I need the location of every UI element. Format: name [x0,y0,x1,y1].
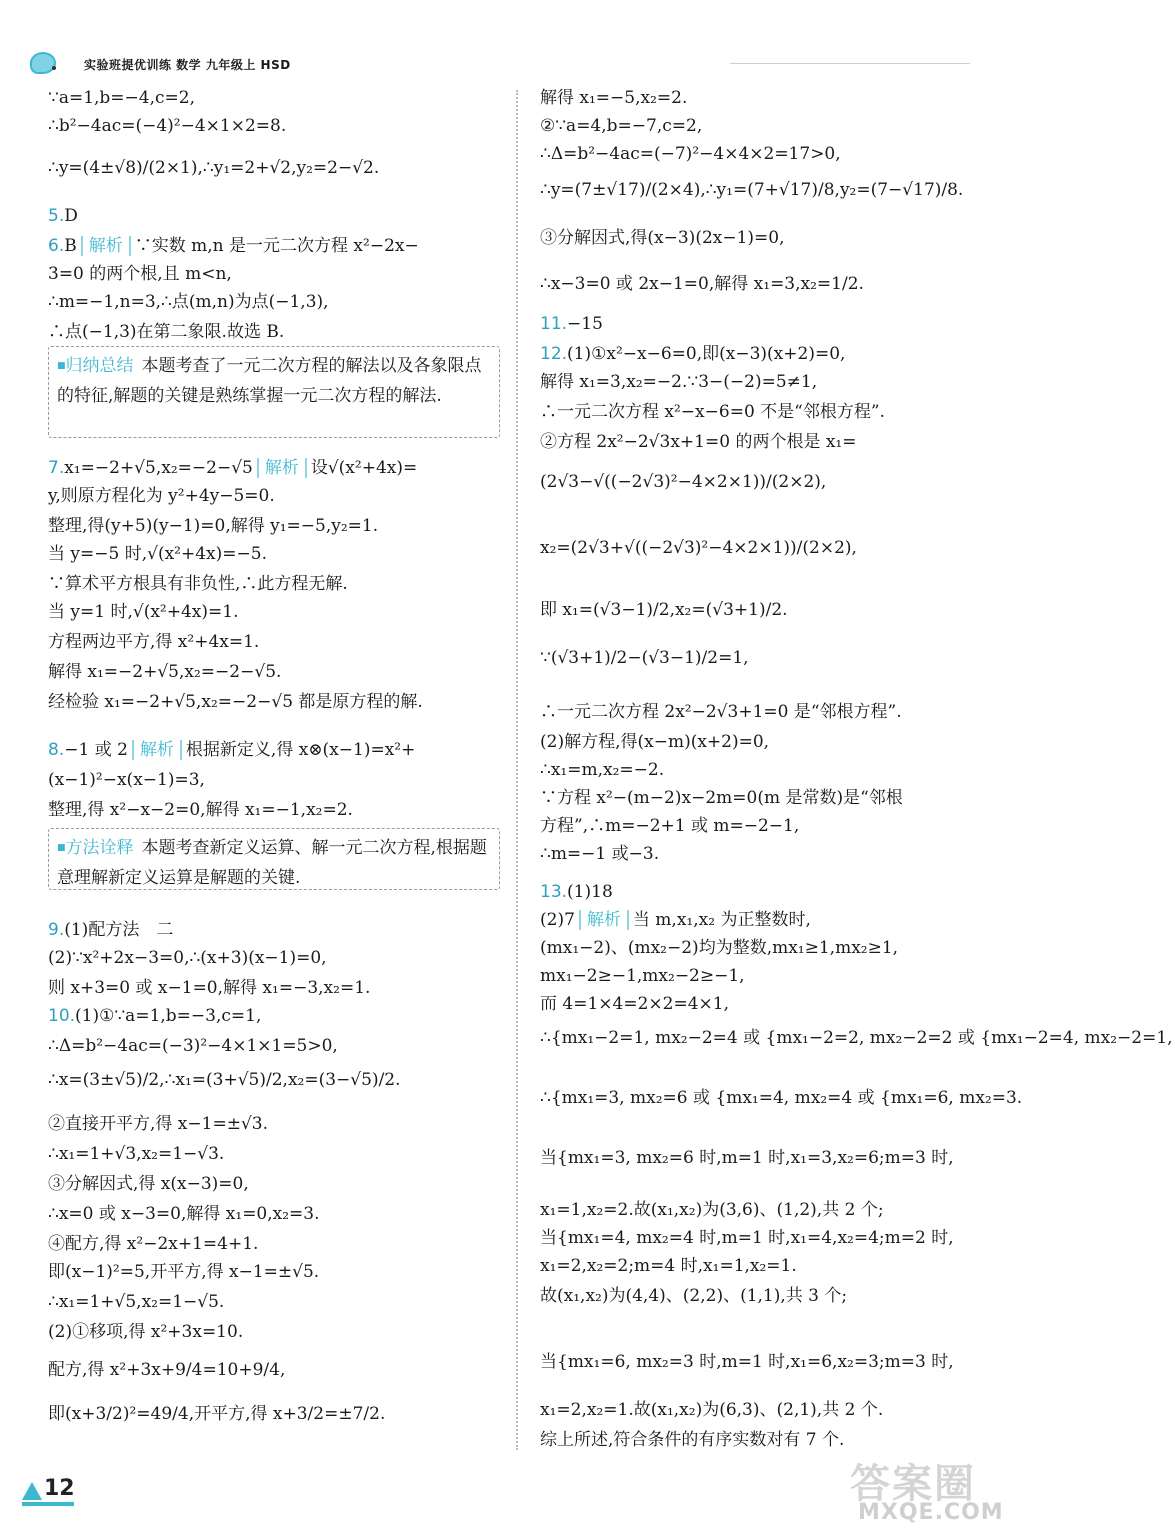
text-line [540,84,687,112]
line-text-rest: 设√(x²+4x)= [310,458,418,478]
line-text: ∴x=(3±√5)/2,∴x₁=(3+√5)/2,x₂=(3−√5)/2. [48,1070,401,1090]
text-line [48,260,232,288]
arrow-icon [22,1482,42,1500]
text-line [48,736,415,764]
line-text: x₁=2,x₂=2;m=4 时,x₁=1,x₂=1. [540,1256,797,1276]
line-text: ∴{mx₁−2=1, mx₂−2=4 或 {mx₁−2=2, mx₂−2=2 或 {mx₁−2=4, mx₂−2=1, [540,1028,1173,1048]
text-line [48,1400,385,1428]
line-text: (1)①∵a=1,b=−3,c=1, [75,1006,262,1026]
page-header [30,52,970,76]
line-text: ∵(√3+1)/2−(√3−1)/2=1, [540,648,749,668]
text-line [48,1066,401,1094]
text-line [48,512,378,540]
text-line [48,1318,243,1346]
line-text: 当{mx₁=6, mx₂=3 时,m=1 时,x₁=6,x₂=3;m=3 时, [540,1352,954,1372]
text-line [48,84,195,112]
summary-note [48,346,500,438]
summary-note [48,828,500,890]
text-line [540,1084,1022,1112]
text-line [540,644,749,672]
line-text: 当{mx₁=3, mx₂=6 时,m=1 时,x₁=3,x₂=6;m=3 时, [540,1148,954,1168]
line-text: ∴一元二次方程 x²−x−6=0 不是“邻根方程”. [540,402,885,422]
text-line [540,596,788,624]
line-text: (2√3−√((−2√3)²−4×2×1))/(2×2), [540,472,827,492]
note-text: 本题考查了一元二次方程的解法以及各象限点的特征,解题的关键是熟练掌握一元二次方程的解法. [57,356,482,406]
watermark-sub: MXQE.COM [858,1500,1004,1525]
question-number: 10. [48,1006,76,1026]
line-text-rest: 当 m,x₁,x₂ 为正整数时, [632,910,811,930]
line-text: ∵方程 x²−(m−2)x−2m=0(m 是常数)是“邻根 [540,788,903,808]
text-line [540,698,902,726]
line-text: ∴m=−1,n=3,∴点(m,n)为点(−1,3), [48,292,329,312]
line-text: (mx₁−2)、(mx₂−2)均为整数,mx₁≥1,mx₂≥1, [540,938,899,958]
line-text: (2)7 [540,910,575,930]
line-text: (1)①x²−x−6=0,即(x−3)(x+2)=0, [567,344,846,364]
line-text: ∵算术平方根具有非负性,∴此方程无解. [48,574,348,594]
text-line [48,288,329,316]
line-text: y,则原方程化为 y²+4y−5=0. [48,486,275,506]
text-line [540,990,729,1018]
text-line [48,1230,258,1258]
line-text: 当{mx₁=4, mx₂=4 时,m=1 时,x₁=4,x₂=4;m=2 时, [540,1228,954,1248]
analysis-tag: 解析 [579,910,629,930]
text-line [48,628,259,656]
text-line [540,840,659,868]
text-line [48,318,284,346]
text-line [540,1024,1173,1052]
book-logo-icon [30,52,56,74]
line-text: x₁=2,x₂=1.故(x₁,x₂)为(6,3)、(2,1),共 2 个. [540,1400,884,1420]
text-line [540,534,857,562]
line-text: ∴一元二次方程 2x²−2√3+1=0 是“邻根方程”. [540,702,902,722]
line-text: ∴x−3=0 或 2x−1=0,解得 x₁=3,x₂=1/2. [540,274,864,294]
line-text: (2)解方程,得(x−m)(x+2)=0, [540,732,770,752]
line-text: ②方程 2x²−2√3x+1=0 的两个根是 x₁= [540,432,857,452]
line-text: (x−1)²−x(x−1)=3, [48,770,205,790]
line-text: ∴x₁=m,x₂=−2. [540,760,665,780]
text-line [48,1170,249,1198]
text-line [48,688,423,716]
line-text: 即(x−1)²=5,开平方,得 x−1=±√5. [48,1262,320,1282]
text-line [540,784,903,812]
text-line [540,878,613,906]
watermark-main: 答案圈 [850,1461,976,1507]
text-line [48,1356,285,1384]
line-text: 综上所述,符合条件的有序实数对有 7 个. [540,1430,845,1450]
line-text: ∴x₁=1+√3,x₂=1−√3. [48,1144,225,1164]
text-line [540,1144,954,1172]
text-line [48,1002,261,1030]
line-text: ∴x=0 或 x−3=0,解得 x₁=0,x₂=3. [48,1204,320,1224]
text-line [540,468,826,496]
text-line [540,310,603,338]
line-text: ∴Δ=b²−4ac=(−3)²−4×1×1=5>0, [48,1036,338,1056]
line-text: 配方,得 x²+3x+9/4=10+9/4, [48,1360,286,1380]
page-number-badge [22,1474,82,1508]
text-line [48,944,327,972]
text-line [540,224,785,252]
text-line [48,658,281,686]
question-number: 12. [540,344,568,364]
text-line [540,398,885,426]
analysis-tag: 解析 [257,458,307,478]
text-line [540,112,702,140]
line-text: ∴b²−4ac=(−4)²−4×1×2=8. [48,116,287,136]
note-text: 本题考查新定义运算、解一元二次方程,根据题意理解新定义运算是解题的关键. [57,838,487,888]
line-text-rest: 根据新定义,得 x⊗(x−1)=x²+ [185,740,416,760]
question-number: 9. [48,920,65,940]
text-line [48,202,78,230]
text-line [540,934,898,962]
line-text: 解得 x₁=3,x₂=−2.∵3−(−2)=5≠1, [540,372,818,392]
line-text-rest: ∵实数 m,n 是一元二次方程 x²−2x− [134,236,419,256]
line-text: 当 y=−5 时,√(x²+4x)=−5. [48,544,267,564]
text-line [540,728,769,756]
text-line [540,1396,883,1424]
text-line [48,232,419,260]
text-line [540,1282,847,1310]
text-line [540,140,841,168]
line-text: ∴点(−1,3)在第二象限.故选 B. [48,322,285,342]
question-number: 11. [540,314,568,334]
text-line [540,1252,797,1280]
line-text: 即(x+3/2)²=49/4,开平方,得 x+3/2=±7/2. [48,1404,386,1424]
text-line [540,1196,884,1224]
text-line [48,1200,320,1228]
line-text: ∴m=−1 或−3. [540,844,660,864]
text-line [48,154,379,182]
line-text: D [64,206,78,226]
line-text: 解得 x₁=−5,x₂=2. [540,88,688,108]
text-line [540,1348,954,1376]
text-line [48,1258,319,1286]
line-text: 而 4=1×4=2×2=4×1, [540,994,729,1014]
line-text: ∴x₁=1+√5,x₂=1−√5. [48,1292,225,1312]
page-number: 12 [44,1476,75,1501]
text-line [540,812,799,840]
line-text: −15 [567,314,603,334]
line-text: ③分解因式,得 x(x−3)=0, [48,1174,249,1194]
line-text: 即 x₁=(√3−1)/2,x₂=(√3+1)/2. [540,600,788,620]
line-text: −1 或 2 [64,740,128,760]
line-text: 故(x₁,x₂)为(4,4)、(2,2)、(1,1),共 3 个; [540,1286,848,1306]
line-text: mx₁−2≥−1,mx₂−2≥−1, [540,966,745,986]
note-label: ■ 归纳总结 [57,356,134,376]
line-text: ③分解因式,得(x−3)(2x−1)=0, [540,228,785,248]
line-text: 解得 x₁=−2+√5,x₂=−2−√5. [48,662,282,682]
question-number: 8. [48,740,65,760]
text-line [540,340,845,368]
text-line [48,1288,224,1316]
text-line [540,428,857,456]
line-text: ④配方,得 x²−2x+1=4+1. [48,1234,259,1254]
text-line [540,270,864,298]
question-number: 5. [48,206,65,226]
analysis-tag: 解析 [81,236,131,256]
text-line [48,454,417,482]
line-text: ②直接开平方,得 x−1=±√3. [48,1114,268,1134]
line-text: ②∵a=4,b=−7,c=2, [540,116,703,136]
line-text: 经检验 x₁=−2+√5,x₂=−2−√5 都是原方程的解. [48,692,423,712]
note-label: ■ 方法诠释 [57,838,134,858]
line-text: ∴Δ=b²−4ac=(−7)²−4×4×2=17>0, [540,144,841,164]
line-text: x₂=(2√3+√((−2√3)²−4×2×1))/(2×2), [540,538,857,558]
watermark [850,1452,1010,1528]
text-line [540,962,745,990]
text-line [48,916,173,944]
line-text: ∴y=(7±√17)/(2×4),∴y₁=(7+√17)/8,y₂=(7−√17)/8. [540,180,964,200]
header-title: 实验班提优训练 数学 九年级上 HSD [84,58,291,72]
text-line [48,1140,224,1168]
analysis-tag: 解析 [132,740,182,760]
text-line [540,176,963,204]
line-text: (2)①移项,得 x²+3x=10. [48,1322,244,1342]
text-line [48,112,286,140]
line-text: 则 x+3=0 或 x−1=0,解得 x₁=−3,x₂=1. [48,978,371,998]
text-line [48,598,239,626]
line-text: (1)配方法 二 [64,920,174,940]
text-line [48,796,353,824]
text-line [540,906,811,934]
line-text: 方程两边平方,得 x²+4x=1. [48,632,260,652]
question-number: 7. [48,458,65,478]
header-rule [730,63,970,64]
line-text: x₁=−2+√5,x₂=−2−√5 [64,458,253,478]
line-text: 方程”,∴m=−2+1 或 m=−2−1, [540,816,800,836]
line-text: 3=0 的两个根,且 m<n, [48,264,232,284]
text-line [48,974,370,1002]
question-number: 6. [48,236,65,256]
line-text: 当 y=1 时,√(x²+4x)=1. [48,602,239,622]
question-number: 13. [540,882,568,902]
text-line [540,756,664,784]
text-line [540,1224,954,1252]
text-line [48,570,348,598]
line-text: B [64,236,77,256]
text-line [48,540,267,568]
text-line [48,482,275,510]
text-line [48,1032,338,1060]
line-text: 整理,得(y+5)(y−1)=0,解得 y₁=−5,y₂=1. [48,516,379,536]
text-line [48,1110,268,1138]
line-text: 整理,得 x²−x−2=0,解得 x₁=−1,x₂=2. [48,800,353,820]
line-text: ∴y=(4±√8)/(2×1),∴y₁=2+√2,y₂=2−√2. [48,158,380,178]
text-line [48,766,205,794]
line-text: x₁=1,x₂=2.故(x₁,x₂)为(3,6)、(1,2),共 2 个; [540,1200,884,1220]
column-divider [516,90,518,1450]
line-text: (2)∵x²+2x−3=0,∴(x+3)(x−1)=0, [48,948,327,968]
line-text: (1)18 [567,882,613,902]
line-text: ∵a=1,b=−4,c=2, [48,88,195,108]
text-line [540,1426,844,1454]
text-line [540,368,817,396]
line-text: ∴{mx₁=3, mx₂=6 或 {mx₁=4, mx₂=4 或 {mx₁=6, mx₂=3. [540,1088,1023,1108]
